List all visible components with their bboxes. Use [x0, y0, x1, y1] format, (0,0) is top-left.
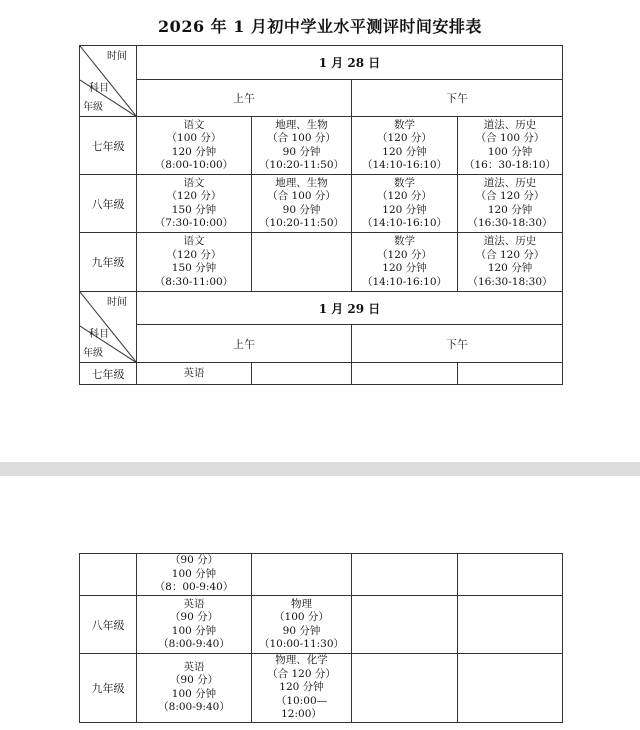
exam-cell-line: （8:00-9:40）	[158, 638, 230, 650]
exam-cell-line: （16:30-18:30）	[467, 217, 553, 229]
exam-cell	[252, 117, 352, 175]
exam-cell-line: 12:00）	[281, 708, 322, 720]
grade-cell: 七年级	[80, 363, 137, 385]
grade-cell: 九年级	[80, 233, 137, 292]
exam-cell-line: 100 分钟	[171, 567, 217, 580]
grade-cell: 八年级	[80, 596, 137, 654]
table-row	[80, 233, 563, 292]
exam-cell-line: （14:10-16:10）	[361, 275, 448, 288]
exam-cell	[352, 596, 458, 654]
afternoon-header-day1: 下午	[352, 80, 563, 117]
exam-cell-line: 120 分钟	[487, 262, 533, 274]
exam-cell-line: （8:00-9:40）	[158, 701, 230, 714]
exam-cell-line: （10:00—	[275, 694, 328, 707]
exam-cell-line: 语文	[183, 235, 205, 247]
exam-cell-line: （90 分）	[169, 674, 219, 687]
page-break-separator	[0, 462, 640, 476]
exam-cell	[252, 175, 352, 233]
exam-cell	[252, 363, 352, 385]
exam-cell-line: 道法、历史	[483, 176, 537, 189]
exam-cell-line: 90 分钟	[282, 203, 321, 216]
date-cell-day1: 1 月 28 日	[137, 46, 563, 80]
exam-cell-line: 地理、生物	[275, 118, 328, 131]
exam-cell-line: 数学	[394, 235, 415, 247]
table-row	[80, 363, 563, 385]
exam-cell-line: （100 分）	[166, 132, 222, 144]
exam-cell	[352, 654, 458, 723]
exam-cell-line: 地理、生物	[275, 176, 328, 189]
exam-cell	[137, 117, 252, 175]
exam-cell-line: （14:10-16:10）	[361, 217, 448, 229]
exam-cell	[458, 175, 563, 233]
grade-cell: 九年级	[80, 654, 137, 723]
exam-cell-line: （合 100 分）	[475, 132, 545, 144]
page-title: 2026 年 1 月初中学业水平测评时间安排表	[158, 17, 482, 36]
schedule-table-part2	[79, 553, 563, 723]
exam-cell-line: 120 分钟	[487, 203, 533, 216]
morning-header-day1: 上午	[137, 80, 352, 117]
subject-label: 科目	[89, 83, 109, 94]
exam-cell	[458, 596, 563, 654]
grade-label: 年级	[83, 348, 103, 359]
table-row	[80, 175, 563, 233]
morning-header-day2: 上午	[137, 325, 352, 363]
exam-cell-line: （10:20-11:50）	[258, 217, 345, 229]
exam-cell	[352, 363, 458, 385]
exam-cell	[352, 175, 458, 233]
exam-cell-line: （14:10-16:10）	[361, 159, 448, 171]
exam-cell-line: 语文	[183, 176, 205, 189]
exam-cell-line: （120 分）	[377, 190, 432, 202]
exam-cell-line: 英语	[183, 597, 205, 610]
exam-cell-line: 90 分钟	[282, 624, 321, 637]
exam-cell-line: 120 分钟	[279, 681, 324, 693]
exam-cell	[252, 233, 352, 292]
exam-cell-line: 数学	[394, 118, 415, 131]
exam-cell	[458, 363, 563, 385]
exam-cell	[137, 654, 252, 723]
exam-cell-line: （120 分）	[166, 190, 222, 202]
table-row	[80, 654, 563, 723]
grade-cell: 七年级	[80, 117, 137, 175]
exam-cell-line: （合 120 分）	[475, 190, 545, 202]
exam-cell-line: 120 分钟	[171, 145, 217, 158]
exam-cell-line: 100 分钟	[171, 624, 217, 637]
table-row	[80, 596, 563, 654]
exam-cell-line: （合 100 分）	[267, 190, 336, 202]
schedule-table-part1	[79, 45, 563, 385]
header-corner-cell-day2	[80, 292, 137, 363]
time-label: 时间	[107, 51, 127, 62]
time-label: 时间	[107, 297, 127, 308]
header-corner-cell-day1	[80, 46, 137, 117]
exam-cell	[458, 117, 563, 175]
exam-cell	[137, 596, 252, 654]
exam-cell-line: （16:30-18:30）	[467, 275, 553, 288]
exam-cell-line: （8:30-11:00）	[154, 275, 234, 288]
exam-cell	[252, 554, 352, 596]
exam-cell-line: （90 分）	[169, 611, 219, 623]
exam-cell	[137, 175, 252, 233]
date-cell-day2: 1 月 29 日	[137, 292, 563, 325]
exam-cell-line: （8:00-10:00）	[154, 159, 234, 171]
grade-cell	[80, 554, 137, 596]
exam-cell-line: （10:00-11:30）	[258, 638, 345, 650]
exam-cell-line: （120 分）	[377, 248, 432, 261]
exam-cell-line: （合 100 分）	[267, 132, 336, 144]
exam-cell-line: 物理、化学	[275, 654, 328, 666]
exam-cell	[252, 596, 352, 654]
subject-label: 科目	[89, 329, 109, 340]
exam-cell-line: 100 分钟	[171, 687, 217, 700]
exam-cell-line: （16：30-18:10）	[464, 159, 557, 171]
exam-cell	[137, 554, 252, 596]
exam-cell-line: （100 分）	[274, 611, 329, 623]
exam-cell-line: 英语	[183, 366, 205, 379]
exam-cell-line: （90 分）	[169, 554, 219, 567]
exam-cell-line: （120 分）	[377, 132, 432, 144]
exam-cell-line: 物理	[291, 597, 312, 610]
grade-cell: 八年级	[80, 175, 137, 233]
exam-cell-line: 100 分钟	[487, 145, 533, 158]
exam-cell-line: 120 分钟	[382, 145, 427, 158]
table-row	[80, 117, 563, 175]
exam-cell	[352, 554, 458, 596]
exam-cell	[252, 654, 352, 723]
table-row	[80, 554, 563, 596]
exam-cell-line: 150 分钟	[171, 262, 217, 274]
exam-cell-line: 语文	[183, 118, 205, 131]
exam-cell-line: （合 120 分）	[267, 667, 336, 680]
exam-cell	[352, 117, 458, 175]
exam-cell-line: （10:20-11:50）	[258, 159, 345, 171]
exam-cell-line: 120 分钟	[382, 203, 427, 216]
exam-cell-line: （7:30-10:00）	[154, 217, 234, 229]
grade-label: 年级	[83, 102, 103, 113]
exam-cell-line: 150 分钟	[171, 203, 217, 216]
exam-cell	[137, 233, 252, 292]
exam-cell-line: 90 分钟	[282, 145, 321, 158]
exam-cell-line: （合 120 分）	[475, 248, 545, 261]
afternoon-header-day2: 下午	[352, 325, 563, 363]
exam-cell	[137, 363, 252, 385]
exam-cell	[458, 654, 563, 723]
exam-cell-line: 道法、历史	[483, 118, 537, 131]
exam-cell	[458, 554, 563, 596]
exam-cell-line: （8：00-9:40）	[154, 581, 234, 594]
exam-cell-line: 120 分钟	[382, 262, 427, 274]
exam-cell-line: （120 分）	[166, 248, 222, 261]
exam-cell-line: 英语	[183, 660, 205, 673]
exam-cell-line: 数学	[394, 176, 415, 189]
exam-cell-line: 道法、历史	[483, 235, 537, 247]
exam-cell	[458, 233, 563, 292]
exam-cell	[352, 233, 458, 292]
